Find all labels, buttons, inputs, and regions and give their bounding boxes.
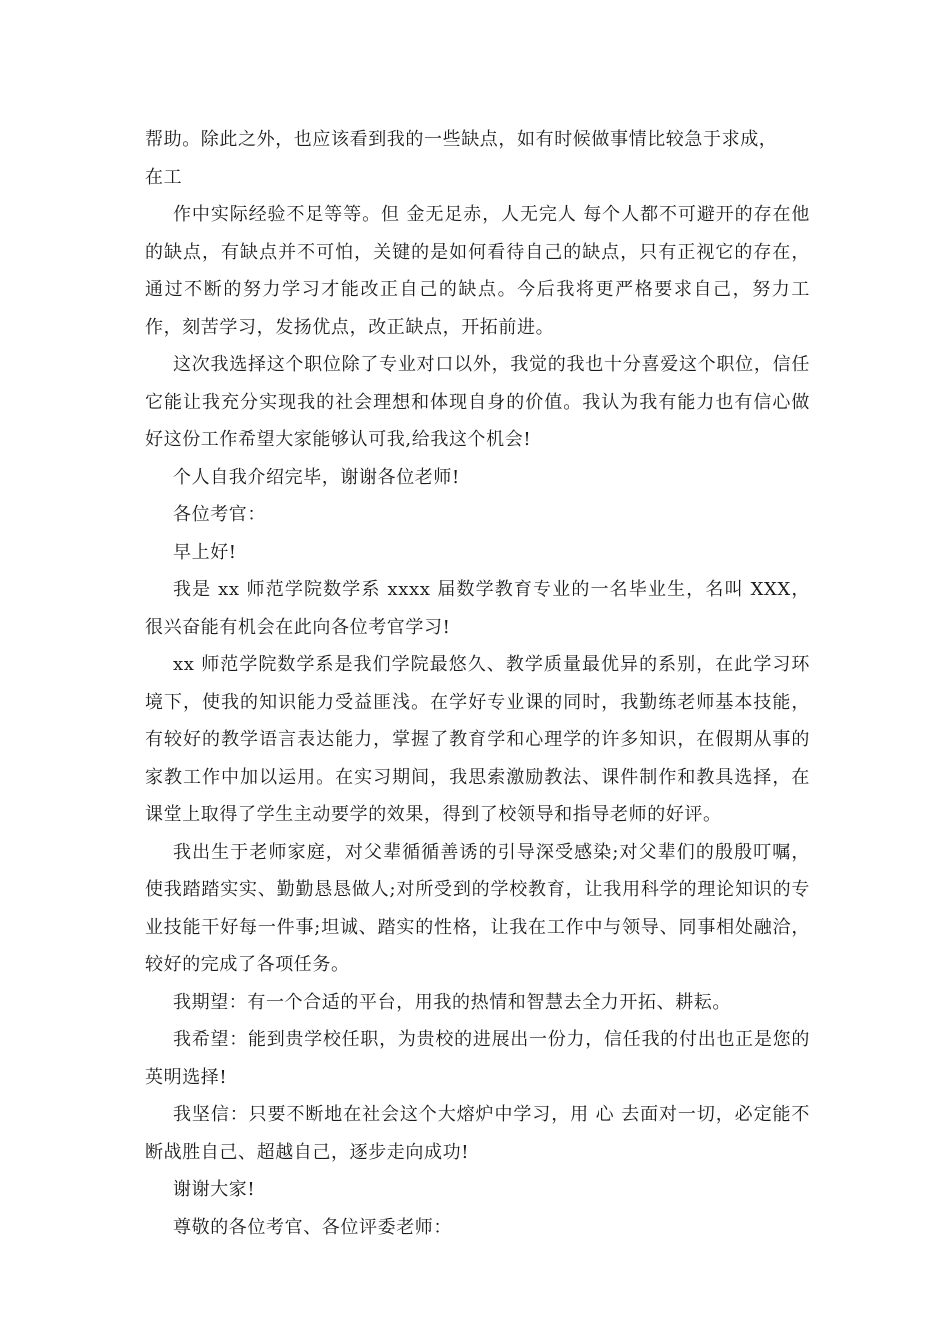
paragraph-15: 尊敬的各位考官、各位评委老师： [173,1216,452,1238]
paragraph-7: 早上好! [173,541,237,563]
paragraph-14: 谢谢大家! [173,1179,256,1200]
paragraph-6: 各位考官： [173,504,266,525]
paragraph-11: 我期望：有一个合适的平台，用我的热情和智慧去全力开拓、耕耘。 [173,991,731,1013]
paragraph-3: 作中实际经验不足等等。但 金无足赤，人无完人 每个人都不可避开的存在他的缺点，有缺点并不可怕，关键的是如何看待自己的缺点，只有正视它的存在，通过不断的努力学习才能改正自己的缺点。今后我将更严格要求自己，努力工作，刻苦学习，发扬优点，改正缺点，开拓前进。 [145,204,810,338]
paragraph-12: 我希望：能到贵学校任职，为贵校的进展出一份力，信任我的付出也正是您的英明选择! [145,1029,810,1088]
paragraph-5: 个人自我介绍完毕，谢谢各位老师! [173,466,460,488]
paragraph-8: 我是 xx 师范学院数学系 xxxx 届数学教育专业的一名毕业生，名叫 XXX，很兴奋能有机会在此向各位考官学习! [145,579,810,638]
paragraph-4: 这次我选择这个职位除了专业对口以外，我觉的我也十分喜爱这个职位，信任它能让我充分实现我的社会理想和体现自身的价值。我认为我有能力也有信心做好这份工作希望大家能够认可我,给我这个机会! [145,354,810,450]
paragraph-10: 我出生于老师家庭，对父辈循循善诱的引导深受感染;对父辈们的殷殷叮嘱，使我踏踏实实、勤勤恳恳做人;对所受到的学校教育，让我用科学的理论知识的专业技能干好每一件事;坦诚、踏实的性格，让我在工作中与领导、同事相处融洽，较好的完成了各项任务。 [145,841,810,975]
document-body [145,121,810,1246]
paragraph-1: 帮助。除此之外，也应该看到我的一些缺点，如有时候做事情比较急于求成， [145,129,778,150]
paragraph-2: 在工 [145,166,183,188]
paragraph-9: xx 师范学院数学系是我们学院最悠久、教学质量最优异的系别，在此学习环境下，使我的知识能力受益匪浅。在学好专业课的同时，我勤练老师基本技能，有较好的教学语言表达能力，掌握了教育学和心理学的许多知识，在假期从事的家教工作中加以运用。在实习期间，我思索激励教法、课件制作和教具选择，在课堂上取得了学生主动要学的效果，得到了校领导和指导老师的好评。 [145,654,810,825]
paragraph-13: 我坚信：只要不断地在社会这个大熔炉中学习，用 心 去面对一切，必定能不断战胜自己、超越自己，逐步走向成功! [145,1104,810,1163]
